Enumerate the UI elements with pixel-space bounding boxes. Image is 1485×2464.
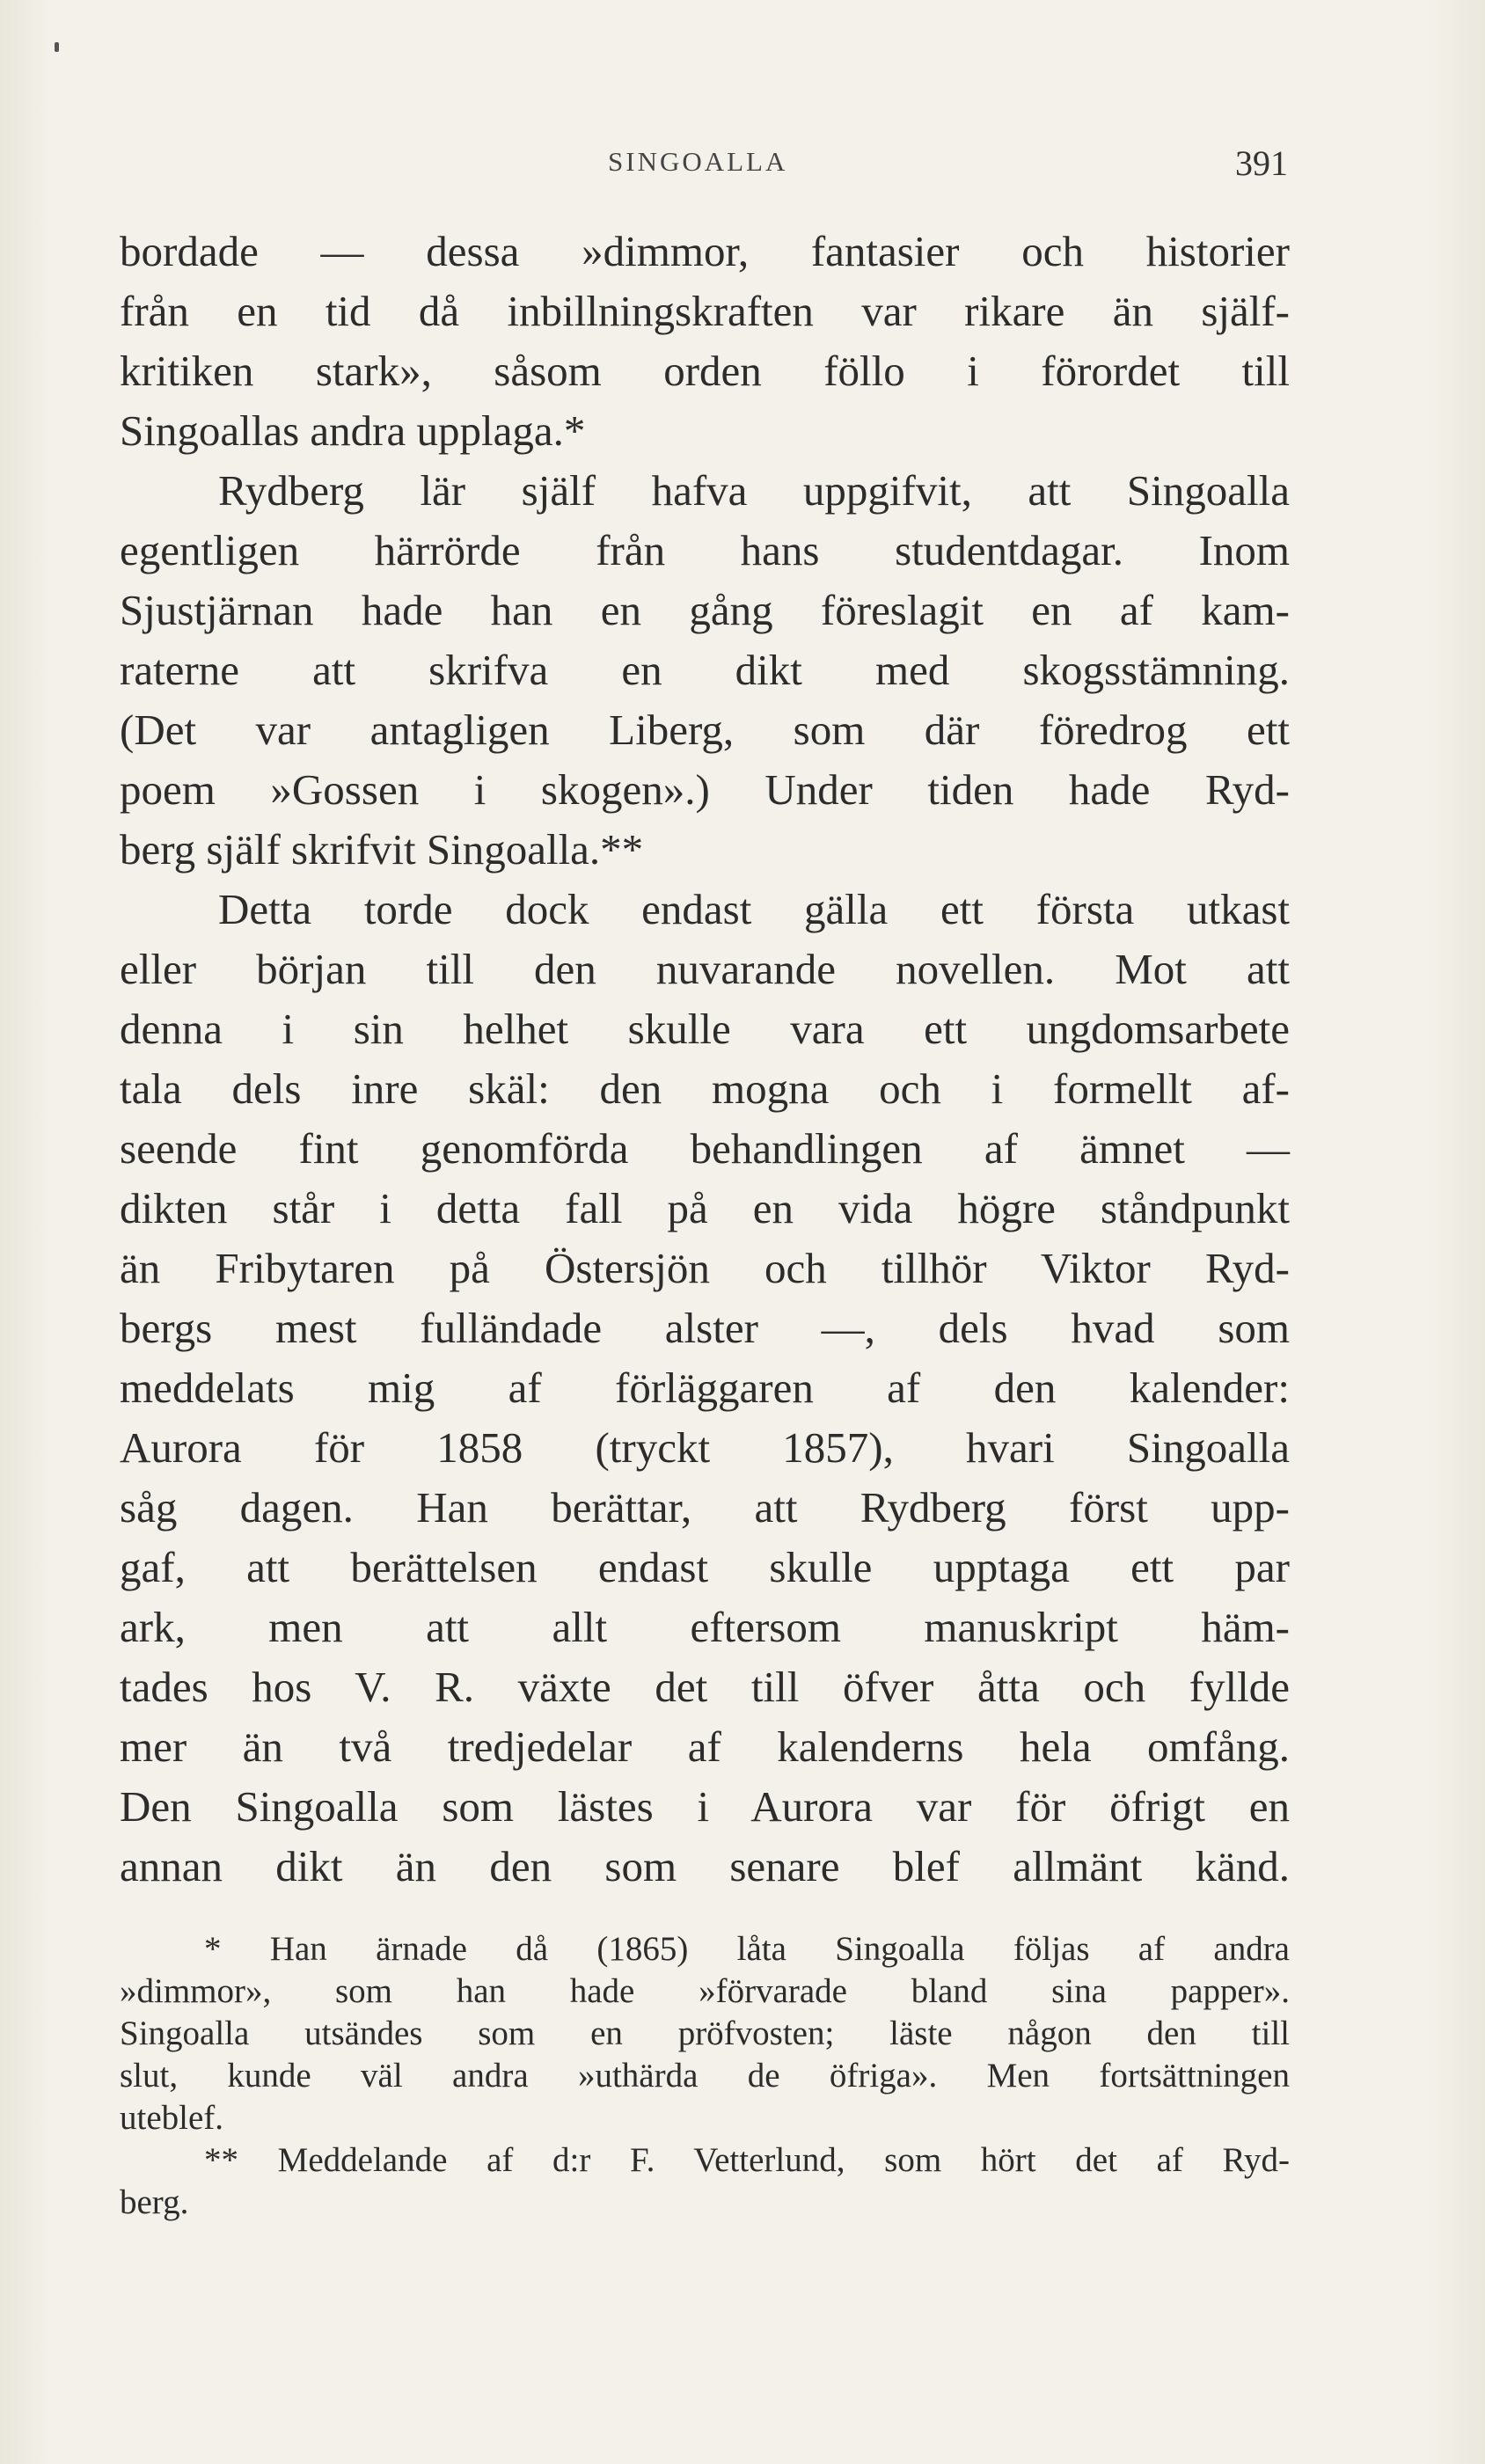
text-line: tala dels inre skäl: den mogna och i formellt af- — [120, 1064, 1290, 1113]
text-line: Sjustjärnan hade han en gång föreslagit en af kam- — [120, 586, 1290, 634]
text-line: denna i sin helhet skulle vara ett ungdomsarbete — [120, 1005, 1290, 1053]
footnote-line: berg. — [120, 2183, 189, 2221]
text-line: berg själf skrifvit Singoalla.** — [120, 825, 644, 874]
footnote-line: uteblef. — [120, 2099, 224, 2137]
text-line: än Fribytaren på Östersjön och tillhör Viktor Ryd- — [120, 1244, 1290, 1292]
text-line: Aurora för 1858 (tryckt 1857), hvari Singoalla — [120, 1423, 1290, 1472]
text-line: Rydberg lär själf hafva uppgifvit, att Singoalla — [218, 466, 1290, 515]
text-line: raterne att skrifva en dikt med skogsstämning. — [120, 646, 1290, 694]
text-line: Den Singoalla som lästes i Aurora var för öfrigt en — [120, 1782, 1290, 1831]
text-line: Detta torde dock endast gälla ett första utkast — [218, 885, 1290, 933]
text-line: gaf, att berättelsen endast skulle upptaga ett par — [120, 1543, 1290, 1591]
text-line: meddelats mig af förläggaren af den kalender: — [120, 1364, 1290, 1412]
footnotes — [120, 1928, 1290, 2224]
footnote-line: »dimmor», som han hade »förvarade bland sina papper». — [120, 1972, 1290, 2010]
running-head: SINGOALLA — [608, 146, 788, 177]
text-line: ark, men att allt eftersom manuskript häm- — [120, 1603, 1290, 1651]
footnote-line: Singoalla utsändes som en pröfvosten; läste någon den till — [120, 2014, 1290, 2052]
text-line: seende fint genomförda behandlingen af ämnet — — [120, 1124, 1290, 1173]
text-line: eller början till den nuvarande novellen. Mot att — [120, 945, 1290, 993]
text-line: från en tid då inbillningskraften var rikare än själf- — [120, 287, 1290, 335]
text-line: bergs mest fulländade alster —, dels hvad som — [120, 1304, 1290, 1352]
text-line: kritiken stark», såsom orden föllo i förordet till — [120, 347, 1290, 395]
footnote-line: slut, kunde väl andra »uthärda de öfriga». Men fortsättningen — [120, 2057, 1290, 2095]
text-line: såg dagen. Han berättar, att Rydberg först upp- — [120, 1483, 1290, 1532]
text-line: poem »Gossen i skogen».) Under tiden hade Ryd- — [120, 765, 1290, 814]
text-line: tades hos V. R. växte det till öfver åtta och fyllde — [120, 1663, 1290, 1711]
paper-speck — [55, 42, 59, 52]
footnote-line: * Han ärnade då (1865) låta Singoalla följas af andra — [204, 1930, 1290, 1968]
page-number: 391 — [1235, 143, 1288, 183]
footnote-line: ** Meddelande af d:r F. Vetterlund, som hört det af Ryd- — [204, 2141, 1290, 2179]
page-header — [120, 143, 1288, 190]
text-line: egentligen härrörde från hans studentdagar. Inom — [120, 526, 1290, 574]
text-line: mer än två tredjedelar af kalenderns hela omfång. — [120, 1722, 1290, 1771]
text-line: annan dikt än den som senare blef allmänt känd. — [120, 1842, 1290, 1890]
body-text — [120, 222, 1290, 1897]
text-line: dikten står i detta fall på en vida högre ståndpunkt — [120, 1184, 1290, 1232]
text-line: Singoallas andra upplaga.* — [120, 406, 586, 455]
text-line: (Det var antagligen Liberg, som där föredrog ett — [120, 706, 1290, 754]
text-line: bordade — dessa »dimmor, fantasier och historier — [120, 227, 1290, 275]
